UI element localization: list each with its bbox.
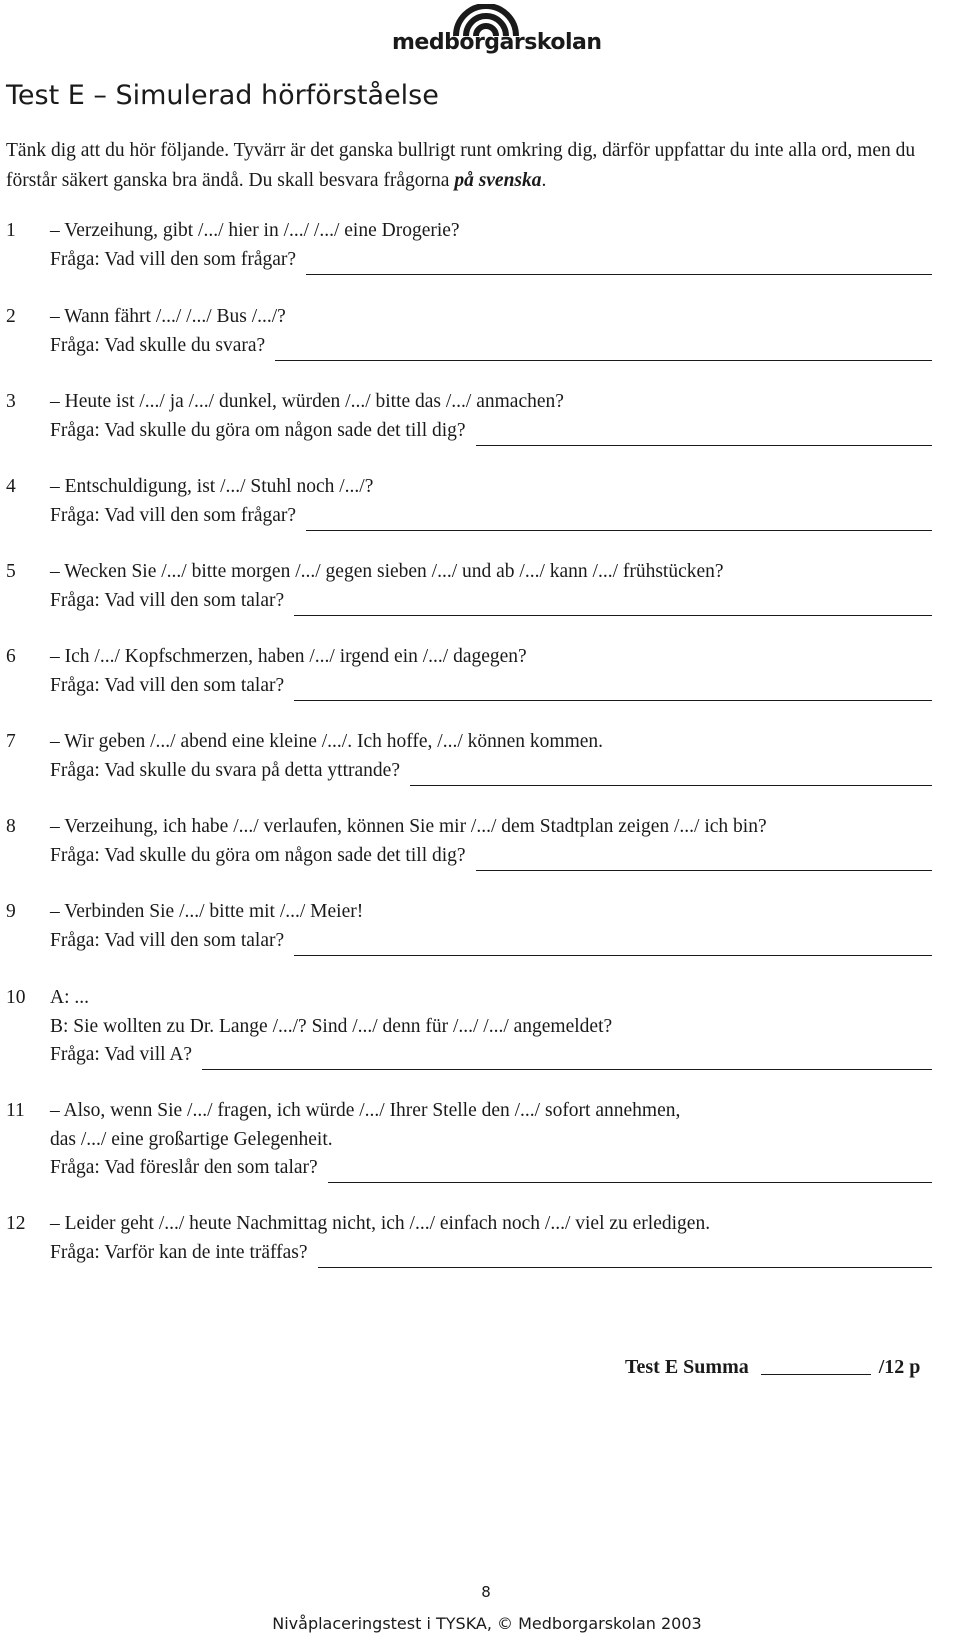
question-text: Fråga: Varför kan de inte träffas? bbox=[50, 1241, 308, 1263]
answer-blank[interactable] bbox=[318, 1245, 932, 1268]
spoken-line: – Entschuldigung, ist /.../ Stuhl noch /.../? bbox=[50, 476, 374, 497]
question-number: 4 bbox=[6, 476, 16, 497]
logo-text: medborgarskolan bbox=[392, 30, 602, 55]
spoken-line: – Verzeihung, ich habe /.../ verlaufen, können Sie mir /.../ dem Stadtplan zeigen /.../ ich bin? bbox=[50, 816, 767, 837]
answer-blank[interactable] bbox=[476, 848, 932, 871]
spoken-line: – Wir geben /.../ abend eine kleine /.../. Ich hoffe, /.../ können kommen. bbox=[50, 731, 604, 752]
summa-label: Test E Summa bbox=[625, 1356, 749, 1378]
question-number: 12 bbox=[6, 1213, 26, 1234]
question-text: Fråga: Vad vill A? bbox=[50, 1044, 193, 1065]
medborgarskolan-logo bbox=[392, 4, 602, 56]
page-number: 8 bbox=[481, 1583, 491, 1601]
answer-blank[interactable] bbox=[410, 763, 932, 786]
spoken-line: – Wecken Sie /.../ bitte morgen /.../ gegen sieben /.../ und ab /.../ kann /.../ frühstücken? bbox=[50, 561, 724, 582]
instructions bbox=[6, 136, 954, 196]
spoken-line: – Heute ist /.../ ja /.../ dunkel, würden /.../ bitte das /.../ anmachen? bbox=[50, 391, 564, 412]
question-row bbox=[50, 1040, 932, 1070]
question-text: Fråga: Vad skulle du svara på detta yttrande? bbox=[50, 759, 400, 781]
spoken-line: B: Sie wollten zu Dr. Lange /.../? Sind /.../ denn für /.../ /.../ angemeldet? bbox=[50, 1015, 613, 1037]
spoken-line: – Leider geht /.../ heute Nachmittag nicht, ich /.../ einfach noch /.../ viel zu erledigen. bbox=[50, 1213, 711, 1234]
test-summary bbox=[625, 1356, 920, 1379]
answer-blank[interactable] bbox=[294, 593, 932, 616]
question-row bbox=[50, 245, 932, 275]
question-number: 9 bbox=[6, 901, 16, 922]
question-row bbox=[50, 756, 932, 786]
question-text: Fråga: Vad vill den som talar? bbox=[50, 589, 285, 611]
page-title: Test E – Simulerad hörförståelse bbox=[6, 80, 439, 111]
spoken-line: das /.../ eine großartige Gelegenheit. bbox=[50, 1128, 333, 1150]
question-number: 11 bbox=[6, 1100, 25, 1121]
answer-blank[interactable] bbox=[294, 678, 932, 701]
question-text: Fråga: Vad vill den som frågar? bbox=[50, 504, 297, 526]
question-text: Fråga: Vad vill den som talar? bbox=[50, 674, 285, 696]
summa-score-blank[interactable] bbox=[761, 1356, 871, 1375]
answer-blank[interactable] bbox=[275, 338, 932, 361]
question-number: 1 bbox=[6, 220, 16, 241]
spoken-line: – Also, wenn Sie /.../ fragen, ich würde /.../ Ihrer Stelle den /.../ sofort annehmen, bbox=[50, 1100, 681, 1121]
question-text: Fråga: Vad skulle du göra om någon sade det till dig? bbox=[50, 844, 466, 866]
instructions-end: . bbox=[541, 170, 547, 191]
question-number: 3 bbox=[6, 391, 16, 412]
question-number: 10 bbox=[6, 987, 26, 1008]
answer-blank[interactable] bbox=[202, 1047, 932, 1070]
question-row bbox=[50, 841, 932, 871]
question-row bbox=[50, 671, 932, 701]
question-text: Fråga: Vad skulle du göra om någon sade det till dig? bbox=[50, 419, 466, 441]
answer-blank[interactable] bbox=[476, 423, 932, 446]
answer-blank[interactable] bbox=[306, 508, 932, 531]
instructions-emphasis: på svenska bbox=[454, 170, 542, 191]
question-number: 6 bbox=[6, 646, 16, 667]
answer-blank[interactable] bbox=[328, 1160, 932, 1183]
question-text: Fråga: Vad skulle du svara? bbox=[50, 334, 266, 356]
answer-blank[interactable] bbox=[294, 933, 932, 956]
spoken-line: – Wann fährt /.../ /.../ Bus /.../? bbox=[50, 306, 286, 327]
question-text: Fråga: Vad vill den som talar? bbox=[50, 929, 285, 951]
instructions-text: Tänk dig att du hör följande. Tyvärr är det ganska bullrigt runt omkring dig, därför uppfattar du inte alla ord, men du förstår säkert ganska bra ändå. Du skall besvara frågorna bbox=[6, 140, 916, 191]
question-number: 5 bbox=[6, 561, 16, 582]
question-text: Fråga: Vad vill den som frågar? bbox=[50, 248, 297, 270]
spoken-line: – Ich /.../ Kopfschmerzen, haben /.../ irgend ein /.../ dagegen? bbox=[50, 646, 527, 667]
spoken-line: – Verzeihung, gibt /.../ hier in /.../ /.../ eine Drogerie? bbox=[50, 220, 460, 241]
answer-blank[interactable] bbox=[306, 252, 932, 275]
spoken-line: A: ... bbox=[50, 987, 89, 1008]
question-row bbox=[50, 1238, 932, 1268]
summa-total: /12 p bbox=[878, 1356, 921, 1378]
question-number: 7 bbox=[6, 731, 16, 752]
question-row bbox=[50, 416, 932, 446]
spoken-line: – Verbinden Sie /.../ bitte mit /.../ Meier! bbox=[50, 901, 364, 922]
question-number: 8 bbox=[6, 816, 16, 837]
question-row bbox=[50, 331, 932, 361]
question-row bbox=[50, 1153, 932, 1183]
footer-text: Nivåplaceringstest i TYSKA, © Medborgarskolan 2003 bbox=[272, 1614, 702, 1633]
question-row bbox=[50, 926, 932, 956]
question-row bbox=[50, 501, 932, 531]
question-text: Fråga: Vad föreslår den som talar? bbox=[50, 1157, 318, 1178]
question-number: 2 bbox=[6, 306, 16, 327]
question-row bbox=[50, 586, 932, 616]
